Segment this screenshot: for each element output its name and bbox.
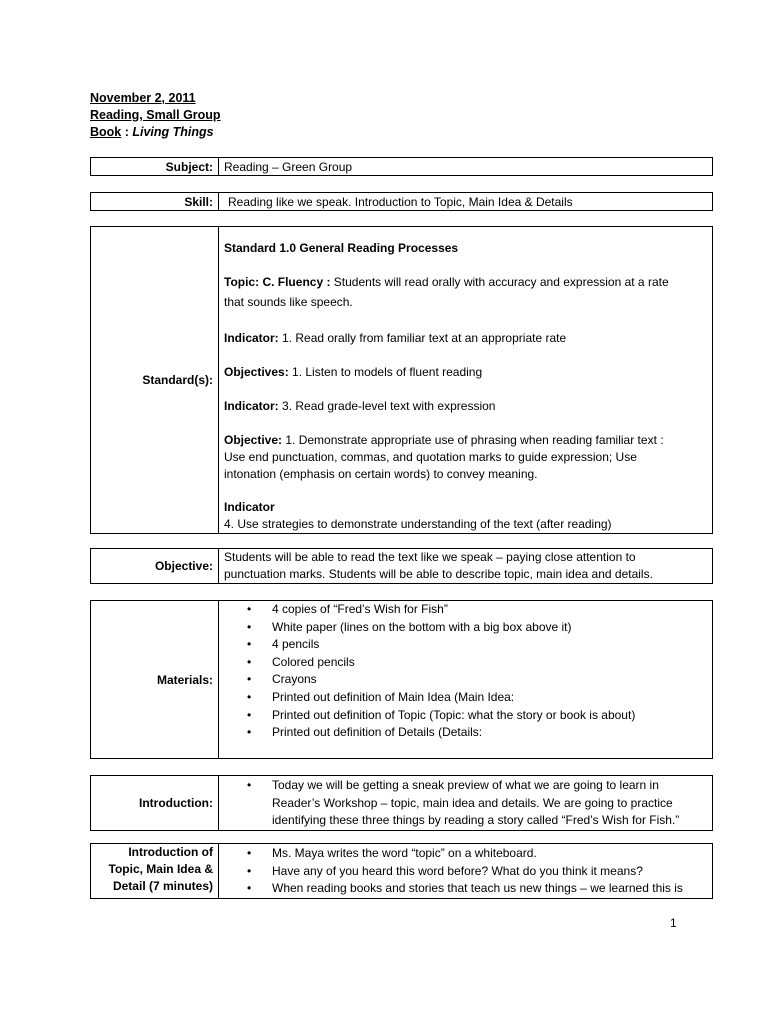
objective-label: Objective: — [91, 549, 219, 584]
intro-topic-label-2: Topic, Main Idea & — [108, 862, 213, 876]
introduction-list — [219, 776, 712, 830]
skill-label: Skill: — [91, 193, 219, 211]
objective-row — [90, 548, 713, 584]
objective-content — [219, 549, 713, 584]
standards-content — [219, 227, 713, 534]
intro-topic-item: • When reading books and stories that teach us new things – we learned this is — [219, 880, 712, 898]
book-label: Book — [90, 125, 122, 139]
intro-topic-item: • Have any of you heard this word before? What do you think it means? — [219, 863, 712, 881]
page-number: 1 — [670, 916, 677, 930]
introduction-line-2: Reader’s Workshop – topic, main idea and details. We are going to practice — [272, 795, 673, 810]
materials-row — [90, 600, 713, 759]
introduction-label: Introduction: — [91, 776, 219, 831]
intro-topic-label — [91, 844, 219, 899]
page-header — [90, 90, 221, 141]
objective-line-1: Students will be able to read the text like we speak – paying close attention to — [224, 550, 636, 564]
materials-item: • Crayons — [219, 671, 712, 689]
intro-topic-list — [219, 844, 712, 898]
introduction-line-3: identifying these three things by reading a story called “Fred’s Wish for Fish.” — [272, 813, 680, 828]
materials-item: • Printed out definition of Main Idea (Main Idea: — [219, 689, 712, 707]
skill-row — [90, 192, 713, 211]
materials-item: • Printed out definition of Details (Details: — [219, 724, 712, 742]
standards-row — [90, 226, 713, 534]
materials-label: Materials: — [91, 601, 219, 759]
introduction-row — [90, 775, 713, 831]
indicator-3-text: 3. Read grade-level text with expression — [278, 399, 496, 413]
materials-item: • Printed out definition of Topic (Topic: what the story or book is about) — [219, 707, 712, 725]
materials-list — [219, 601, 712, 742]
introduction-line-1: Today we will be getting a sneak preview of what we are going to learn in — [272, 778, 659, 792]
intro-topic-content — [219, 844, 713, 899]
introduction-content — [219, 776, 713, 831]
materials-item: • Colored pencils — [219, 654, 712, 672]
lesson-date: November 2, 2011 — [90, 91, 196, 105]
topic-label: Topic: C. Fluency : — [224, 275, 331, 289]
objectives-text: 1. Listen to models of fluent reading — [288, 365, 483, 379]
objectives-label: Objectives: — [224, 365, 289, 379]
materials-item: • White paper (lines on the bottom with a big box above it) — [219, 619, 712, 637]
materials-content — [219, 601, 713, 759]
subject-row — [90, 157, 713, 176]
introduction-item — [219, 777, 712, 830]
indicator-4-text: 4. Use strategies to demonstrate understanding of the text (after reading) — [224, 517, 612, 531]
topic-text-2: that sounds like speech. — [224, 295, 353, 309]
standards-label: Standard(s): — [91, 227, 219, 534]
subject-label: Subject: — [91, 158, 219, 176]
book-title: Living Things — [132, 125, 214, 139]
objective-line-2: punctuation marks. Students will be able to describe topic, main idea and details. — [224, 567, 653, 581]
intro-topic-label-3: Detail (7 minutes) — [112, 879, 213, 893]
lesson-title: Reading, Small Group — [90, 108, 221, 122]
materials-item: • 4 pencils — [219, 636, 712, 654]
objective-std-line-3: intonation (emphasis on certain words) to convey meaning. — [224, 467, 538, 481]
indicator-1-label: Indicator: — [224, 331, 279, 345]
topic-text: Students will read orally with accuracy and expression at a rate — [330, 275, 669, 289]
objective-std-line-1: 1. Demonstrate appropriate use of phrasing when reading familiar text : — [282, 433, 664, 447]
skill-value: Reading like we speak. Introduction to Topic, Main Idea & Details — [219, 193, 713, 211]
materials-item: • 4 copies of “Fred’s Wish for Fish” — [219, 601, 712, 619]
indicator-4-label: Indicator — [224, 500, 275, 514]
intro-topic-row — [90, 843, 713, 899]
objective-std-line-2: Use end punctuation, commas, and quotation marks to guide expression; Use — [224, 450, 637, 464]
intro-topic-label-1: Introduction of — [128, 845, 213, 859]
indicator-1-text: 1. Read orally from familiar text at an appropriate rate — [278, 331, 567, 345]
subject-value: Reading – Green Group — [219, 158, 713, 176]
objective-std-label: Objective: — [224, 433, 283, 447]
intro-topic-item: • Ms. Maya writes the word “topic” on a whiteboard. — [219, 845, 712, 863]
indicator-3-label: Indicator: — [224, 399, 279, 413]
book-separator: : — [121, 125, 133, 139]
standard-heading: Standard 1.0 General Reading Processes — [224, 241, 459, 255]
